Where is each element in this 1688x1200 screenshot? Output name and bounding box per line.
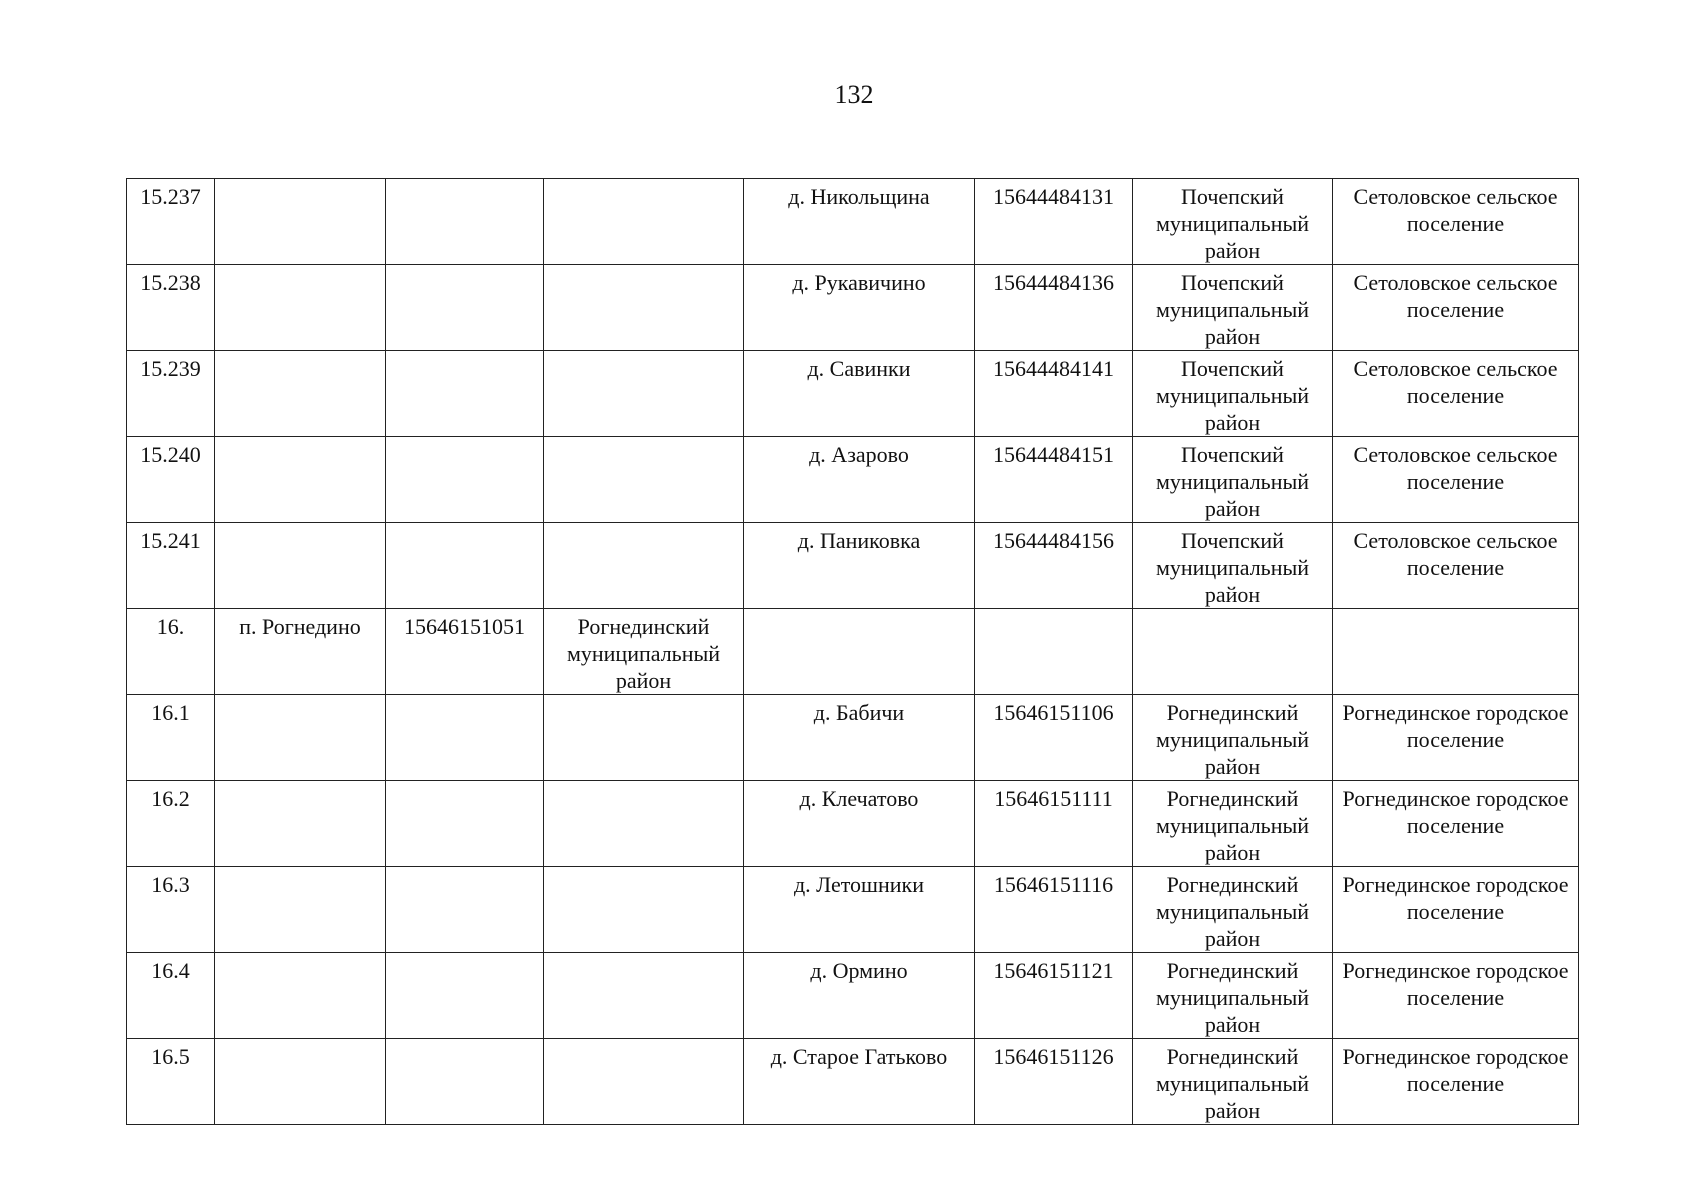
settlement-name-cell: д. Клечатово — [744, 781, 975, 867]
municipality-cell: Рогнединское городское поселение — [1333, 953, 1579, 1039]
district-cell — [544, 351, 744, 437]
place-code-cell: 15646151051 — [386, 609, 544, 695]
row-number-cell: 15.237 — [127, 179, 215, 265]
municipal-district-cell: Рогнединский муниципальный район — [1133, 867, 1333, 953]
district-cell — [544, 265, 744, 351]
settlement-name-cell: д. Старое Гатьково — [744, 1039, 975, 1125]
place-code-cell — [386, 867, 544, 953]
place-name-cell — [215, 953, 386, 1039]
settlement-code-cell: 15646151106 — [975, 695, 1133, 781]
municipal-district-cell: Почепский муниципальный район — [1133, 179, 1333, 265]
place-code-cell — [386, 781, 544, 867]
row-number-cell: 16.5 — [127, 1039, 215, 1125]
place-name-cell — [215, 523, 386, 609]
table-row — [127, 695, 1579, 781]
municipality-cell: Сетоловское сельское поселение — [1333, 265, 1579, 351]
municipal-district-cell — [1133, 609, 1333, 695]
district-cell — [544, 1039, 744, 1125]
place-name-cell: п. Рогнедино — [215, 609, 386, 695]
settlement-code-cell: 15644484141 — [975, 351, 1133, 437]
place-code-cell — [386, 351, 544, 437]
row-number-cell: 15.241 — [127, 523, 215, 609]
district-cell — [544, 781, 744, 867]
district-cell: Рогнединский муниципальный район — [544, 609, 744, 695]
municipal-district-cell: Рогнединский муниципальный район — [1133, 695, 1333, 781]
table-row — [127, 437, 1579, 523]
municipality-cell — [1333, 609, 1579, 695]
municipal-district-cell: Рогнединский муниципальный район — [1133, 1039, 1333, 1125]
settlement-code-cell: 15646151121 — [975, 953, 1133, 1039]
place-code-cell — [386, 1039, 544, 1125]
row-number-cell: 16.4 — [127, 953, 215, 1039]
place-code-cell — [386, 695, 544, 781]
settlement-code-cell: 15646151116 — [975, 867, 1133, 953]
settlement-name-cell: д. Савинки — [744, 351, 975, 437]
table-row — [127, 609, 1579, 695]
municipality-cell: Сетоловское сельское поселение — [1333, 179, 1579, 265]
place-code-cell — [386, 437, 544, 523]
settlement-name-cell: д. Летошники — [744, 867, 975, 953]
municipality-cell: Рогнединское городское поселение — [1333, 1039, 1579, 1125]
table-row — [127, 351, 1579, 437]
municipality-cell: Рогнединское городское поселение — [1333, 867, 1579, 953]
district-cell — [544, 953, 744, 1039]
place-name-cell — [215, 867, 386, 953]
settlement-code-cell: 15646151126 — [975, 1039, 1133, 1125]
place-code-cell — [386, 523, 544, 609]
place-name-cell — [215, 781, 386, 867]
row-number-cell: 16.2 — [127, 781, 215, 867]
settlement-name-cell: д. Рукавичино — [744, 265, 975, 351]
settlement-code-cell: 15644484131 — [975, 179, 1133, 265]
district-cell — [544, 523, 744, 609]
table-row — [127, 781, 1579, 867]
table-row — [127, 523, 1579, 609]
settlement-name-cell — [744, 609, 975, 695]
row-number-cell: 15.239 — [127, 351, 215, 437]
table-row — [127, 1039, 1579, 1125]
municipal-district-cell: Рогнединский муниципальный район — [1133, 781, 1333, 867]
row-number-cell: 15.240 — [127, 437, 215, 523]
place-name-cell — [215, 179, 386, 265]
municipal-district-cell: Почепский муниципальный район — [1133, 437, 1333, 523]
table-body — [127, 179, 1579, 1125]
district-cell — [544, 179, 744, 265]
municipality-cell: Рогнединское городское поселение — [1333, 695, 1579, 781]
page-number: 132 — [834, 80, 874, 109]
settlements-table — [126, 178, 1579, 1125]
row-number-cell: 15.238 — [127, 265, 215, 351]
place-name-cell — [215, 265, 386, 351]
municipal-district-cell: Почепский муниципальный район — [1133, 523, 1333, 609]
place-code-cell — [386, 265, 544, 351]
settlement-code-cell: 15646151111 — [975, 781, 1133, 867]
settlement-code-cell: 15644484156 — [975, 523, 1133, 609]
municipality-cell: Рогнединское городское поселение — [1333, 781, 1579, 867]
place-name-cell — [215, 1039, 386, 1125]
municipality-cell: Сетоловское сельское поселение — [1333, 351, 1579, 437]
settlement-name-cell: д. Бабичи — [744, 695, 975, 781]
settlement-code-cell: 15644484136 — [975, 265, 1133, 351]
district-cell — [544, 437, 744, 523]
table-row — [127, 953, 1579, 1039]
municipal-district-cell: Почепский муниципальный район — [1133, 351, 1333, 437]
place-code-cell — [386, 179, 544, 265]
row-number-cell: 16.3 — [127, 867, 215, 953]
municipality-cell: Сетоловское сельское поселение — [1333, 437, 1579, 523]
row-number-cell: 16. — [127, 609, 215, 695]
municipal-district-cell: Почепский муниципальный район — [1133, 265, 1333, 351]
table-row — [127, 179, 1579, 265]
municipality-cell: Сетоловское сельское поселение — [1333, 523, 1579, 609]
place-code-cell — [386, 953, 544, 1039]
district-cell — [544, 867, 744, 953]
row-number-cell: 16.1 — [127, 695, 215, 781]
settlement-name-cell: д. Азарово — [744, 437, 975, 523]
settlement-name-cell: д. Ормино — [744, 953, 975, 1039]
place-name-cell — [215, 351, 386, 437]
municipal-district-cell: Рогнединский муниципальный район — [1133, 953, 1333, 1039]
table-row — [127, 265, 1579, 351]
settlement-name-cell: д. Паниковка — [744, 523, 975, 609]
table-row — [127, 867, 1579, 953]
place-name-cell — [215, 437, 386, 523]
settlement-name-cell: д. Никольщина — [744, 179, 975, 265]
place-name-cell — [215, 695, 386, 781]
settlement-code-cell: 15644484151 — [975, 437, 1133, 523]
settlement-code-cell — [975, 609, 1133, 695]
district-cell — [544, 695, 744, 781]
